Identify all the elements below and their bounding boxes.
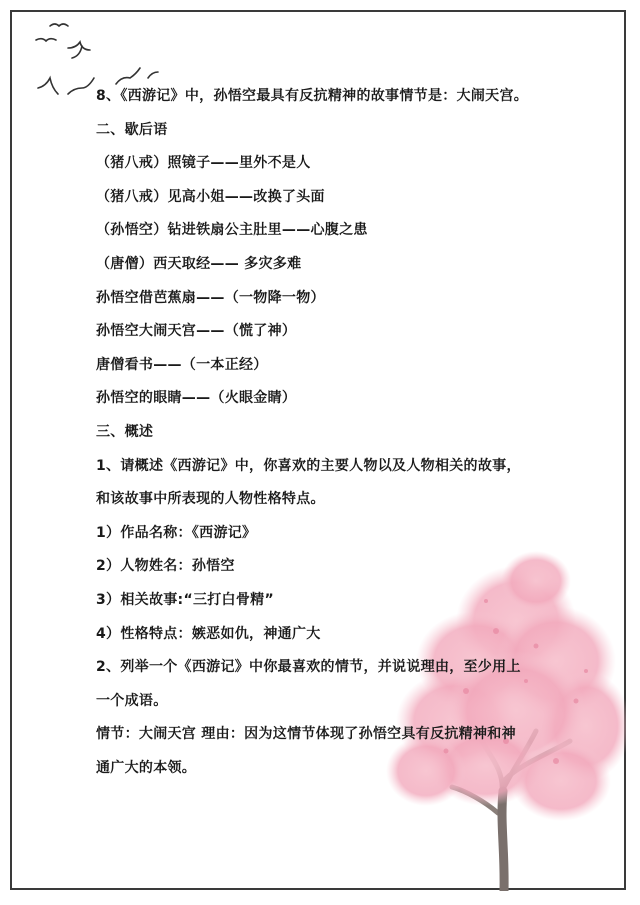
- text-line: （猪八戒）见高小姐——改换了头面: [96, 188, 325, 205]
- text-line: 2、列举一个《西游记》中你最喜欢的情节，并说说理由，至少用上: [96, 659, 521, 676]
- text-line: 1、请概述《西游记》中，你喜欢的主要人物以及人物相关的故事，: [96, 457, 521, 474]
- text-line: （唐僧）西天取经—— 多灾多难: [96, 255, 302, 272]
- text-line: 3）相关故事:“三打白骨精”: [96, 591, 274, 608]
- text-line: 一个成语。: [96, 692, 168, 709]
- text-line: 孙悟空大闹天宫——（慌了神）: [96, 323, 297, 340]
- text-line: 唐僧看书——（一本正经）: [96, 356, 268, 373]
- text-line: （孙悟空）钻进铁扇公主肚里——心腹之患: [96, 222, 368, 239]
- document-body: [96, 80, 596, 785]
- text-line: 情节：大闹天宫 理由：因为这情节体现了孙悟空具有反抗精神和神: [96, 726, 516, 743]
- text-line: 孙悟空的眼睛——（火眼金睛）: [96, 390, 297, 407]
- text-line: 1）作品名称：《西游记》: [96, 524, 257, 541]
- section-heading: 二、歇后语: [96, 121, 168, 138]
- text-line: 通广大的本领。: [96, 759, 197, 776]
- section-heading: 三、概述: [96, 423, 154, 440]
- text-line: 孙悟空借芭蕉扇——（一物降一物）: [96, 289, 325, 306]
- text-line: （猪八戒）照镜子——里外不是人: [96, 155, 311, 172]
- text-line: 8、《西游记》中，孙悟空最具有反抗精神的故事情节是：大闹天宫。: [96, 88, 529, 104]
- text-line: 和该故事中所表现的人物性格特点。: [96, 491, 325, 508]
- text-line: 4）性格特点：嫉恶如仇，神通广大: [96, 625, 321, 642]
- text-line: 2）人物姓名：孙悟空: [96, 558, 235, 575]
